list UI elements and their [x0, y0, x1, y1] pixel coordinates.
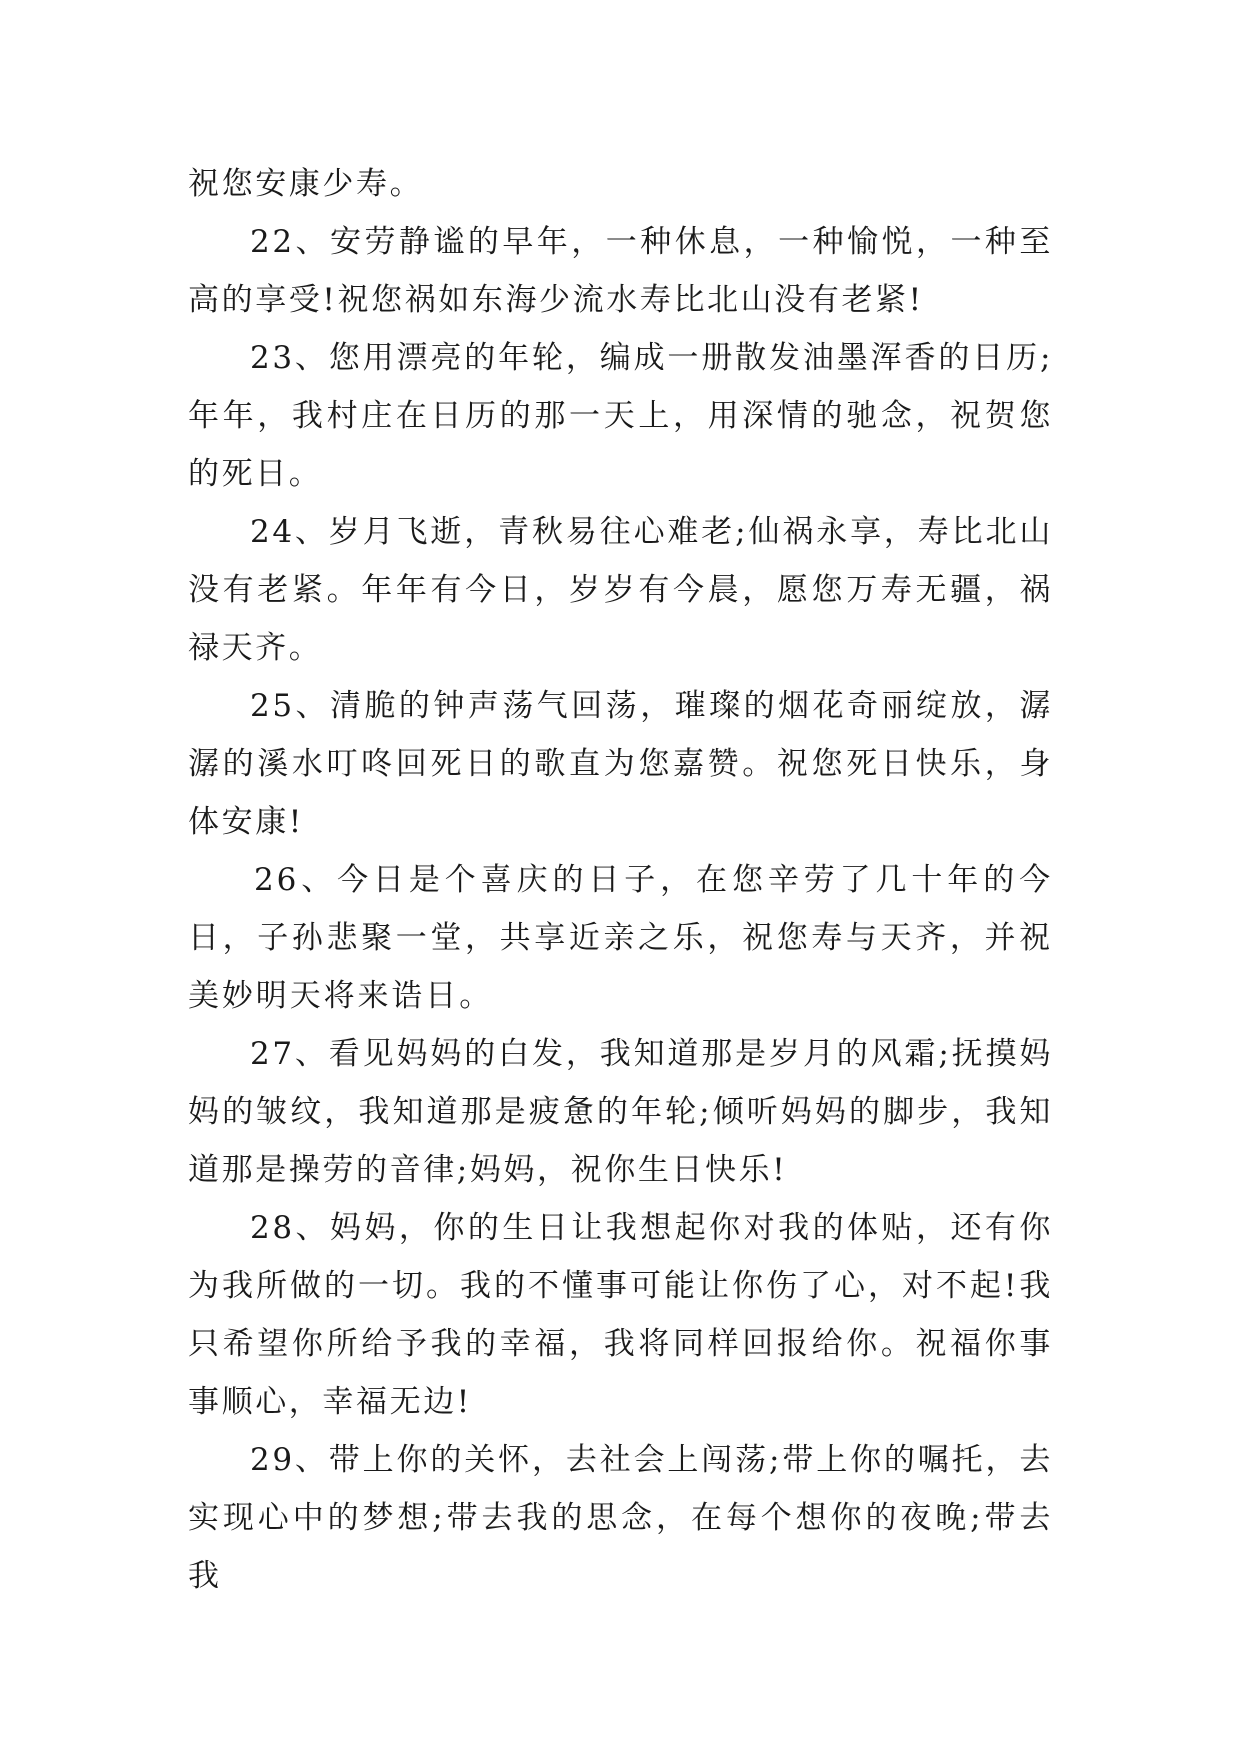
- paragraph-28: 28、妈妈，你的生日让我想起你对我的体贴，还有你为我所做的一切。我的不懂事可能让你伤了心，对不起!我只希望你所给予我的幸福，我将同样回报给你。祝福你事事顺心，幸福无边!: [188, 1210, 1053, 1420]
- paragraph-22: 22、安劳静谧的早年，一种休息，一种愉悦，一种至高的享受!祝您祸如东海少流水寿比北山没有老紧!: [188, 224, 1053, 318]
- paragraph-27: 27、看见妈妈的白发，我知道那是岁月的风霜;抚摸妈妈的皱纹，我知道那是疲惫的年轮;倾听妈妈的脚步，我知道那是操劳的音律;妈妈，祝你生日快乐!: [188, 1036, 1053, 1188]
- paragraph-29: 29、带上你的关怀，去社会上闯荡;带上你的嘱托，去实现心中的梦想;带去我的思念，在每个想你的夜晚;带去我: [188, 1442, 1053, 1594]
- document-body: [188, 155, 1053, 1605]
- paragraph-23: 23、您用漂亮的年轮，编成一册散发油墨浑香的日历;年年，我村庄在日历的那一天上，用深情的驰念，祝贺您的死日。: [188, 340, 1053, 492]
- paragraph-25: 25、清脆的钟声荡气回荡，璀璨的烟花奇丽绽放，潺潺的溪水叮咚回死日的歌直为您嘉赞。祝您死日快乐，身体安康!: [188, 688, 1053, 840]
- paragraph-21-tail: 祝您安康少寿。: [188, 166, 424, 202]
- paragraph-26: 26、今日是个喜庆的日子，在您辛劳了几十年的今日，子孙悲聚一堂，共享近亲之乐，祝您寿与天齐，并祝美妙明天将来诰日。: [188, 862, 1053, 1014]
- paragraph-24: 24、岁月飞逝，青秋易往心难老;仙祸永享，寿比北山没有老紧。年年有今日，岁岁有今晨，愿您万寿无疆，祸禄天齐。: [188, 514, 1053, 666]
